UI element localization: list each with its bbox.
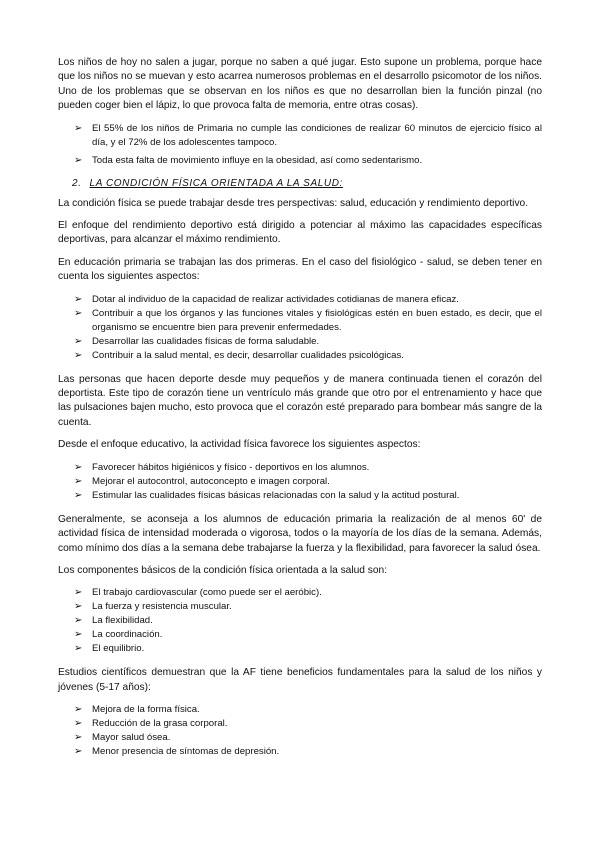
list-item: ➢ El trabajo cardiovascular (como puede ser el aeróbic). (74, 587, 322, 599)
arrow-bullet-icon: ➢ (74, 461, 83, 473)
arrow-bullet-icon: ➢ (74, 746, 83, 758)
primary-education-paragraph: En educación primaria se trabajan las dos primeras. En el caso del fisiológico - salud, se deben tener en cuenta los siguientes aspectos: (58, 256, 542, 283)
list-item: ➢ La fuerza y resistencia muscular. (74, 601, 232, 613)
athlete-heart-paragraph: Las personas que hacen deporte desde muy pequeños y de manera continuada tienen el corazón del deportista. Este tipo de corazón tiene un ventrículo más grande que otro por el entrenamiento y hace que las pulsaciones bajen mucho, esto provoca que el corazón esté preparado para bombear más sangre de la cuenta. (58, 373, 542, 428)
arrow-bullet-icon: ➢ (74, 587, 83, 599)
list-item: ➢ El equilibrio. (74, 643, 145, 655)
arrow-bullet-icon: ➢ (74, 475, 83, 487)
arrow-bullet-icon: ➢ (74, 704, 83, 716)
educational-approach-paragraph: Desde el enfoque educativo, la actividad física favorece los siguientes aspectos: (58, 439, 421, 451)
recommendation-paragraph: Generalmente, se aconseja a los alumnos de educación primaria la realización de al menos 60' de actividad física de intensidad moderada o vigorosa, todos o la mayoría de los días de la semana. Además, como mínimo dos días a la semana debe trabajarse la fuerza y la flexibilidad, para favorecer la salud ósea. (58, 513, 542, 554)
list-item: ➢ Dotar al individuo de la capacidad de realizar actividades cotidianas de manera eficaz. (74, 293, 459, 305)
list-item: ➢ Contribuir a que los órganos y las funciones vitales y fisiológicas estén en buen estado, es decir, que el organismo se encuentre bien para prevenir enfermedades. (74, 307, 542, 333)
list-item: ➢ Mejora de la forma física. (74, 704, 200, 716)
components-bullet-list (58, 586, 542, 656)
list-item: ➢ Menor presencia de síntomas de depresión. (74, 746, 280, 758)
section-title: LA CONDICIÓN FÍSICA ORIENTADA A LA SALUD: (89, 177, 343, 189)
list-item: ➢ El 55% de los niños de Primaria no cumple las condiciones de realizar 60 minutos de ejercicio físico al día, y el 72% de los adolescentes tampoco. (74, 122, 542, 148)
performance-paragraph: El enfoque del rendimiento deportivo está dirigido a potenciar al máximo las capacidades específicas deportivas, para alcanzar el máximo rendimiento. (58, 220, 542, 246)
components-paragraph: Los componentes básicos de la condición física orientada a la salud son: (58, 564, 388, 576)
intro-bullet-list (58, 122, 542, 168)
list-item: ➢ Contribuir a la salud mental, es decir, desarrollar cualidades psicológicas. (74, 349, 404, 361)
educational-bullet-list (58, 461, 542, 503)
health-bullet-list (58, 293, 542, 363)
arrow-bullet-icon: ➢ (74, 293, 83, 305)
benefits-bullet-list (58, 703, 542, 759)
list-item: ➢ Toda esta falta de movimiento influye en la obesidad, así como sedentarismo. (74, 154, 423, 166)
arrow-bullet-icon: ➢ (74, 601, 83, 613)
list-item: ➢ Mejorar el autocontrol, autoconcepto e imagen corporal. (74, 475, 330, 487)
list-item: ➢ Favorecer hábitos higiénicos y físico - deportivos en los alumnos. (74, 461, 370, 473)
perspectives-paragraph: La condición física se puede trabajar desde tres perspectivas: salud, educación y rendimiento deportivo. (58, 197, 529, 209)
list-item: ➢ La coordinación. (74, 629, 163, 641)
arrow-bullet-icon: ➢ (74, 732, 83, 744)
list-item: ➢ La flexibilidad. (74, 615, 153, 627)
studies-paragraph: Estudios científicos demuestran que la AF tiene beneficios fundamentales para la salud de los niños y jóvenes (5-17 años): (58, 667, 542, 693)
list-item: ➢ Estimular las cualidades físicas básicas relacionadas con la salud y la actitud postural. (74, 489, 460, 501)
intro-paragraph: Los niños de hoy no salen a jugar, porque no saben a qué jugar. Esto supone un problema, porque hace que los niños no se muevan y esto acarrea numerosos problemas en el desarrollo psicomotor de los niños. Uno de los problemas que se observan en los niños es que no desarrollan bien la función pinzal (no pueden coger bien el lápiz, lo que provoca falta de memoria, entre otras cosas). (58, 57, 542, 112)
section-number: 2. (72, 177, 82, 189)
arrow-bullet-icon: ➢ (74, 307, 83, 319)
arrow-bullet-icon: ➢ (74, 349, 83, 361)
arrow-bullet-icon: ➢ (74, 489, 83, 501)
arrow-bullet-icon: ➢ (74, 154, 83, 166)
arrow-bullet-icon: ➢ (74, 629, 83, 641)
arrow-bullet-icon: ➢ (74, 643, 83, 655)
list-item: ➢ Desarrollar las cualidades físicas de forma saludable. (74, 335, 320, 347)
list-item: ➢ Reducción de la grasa corporal. (74, 718, 228, 730)
section-heading (72, 178, 542, 189)
arrow-bullet-icon: ➢ (74, 335, 83, 347)
arrow-bullet-icon: ➢ (74, 615, 83, 627)
arrow-bullet-icon: ➢ (74, 718, 83, 730)
list-item: ➢ Mayor salud ósea. (74, 732, 171, 744)
arrow-bullet-icon: ➢ (74, 122, 83, 134)
document-page (58, 56, 542, 769)
